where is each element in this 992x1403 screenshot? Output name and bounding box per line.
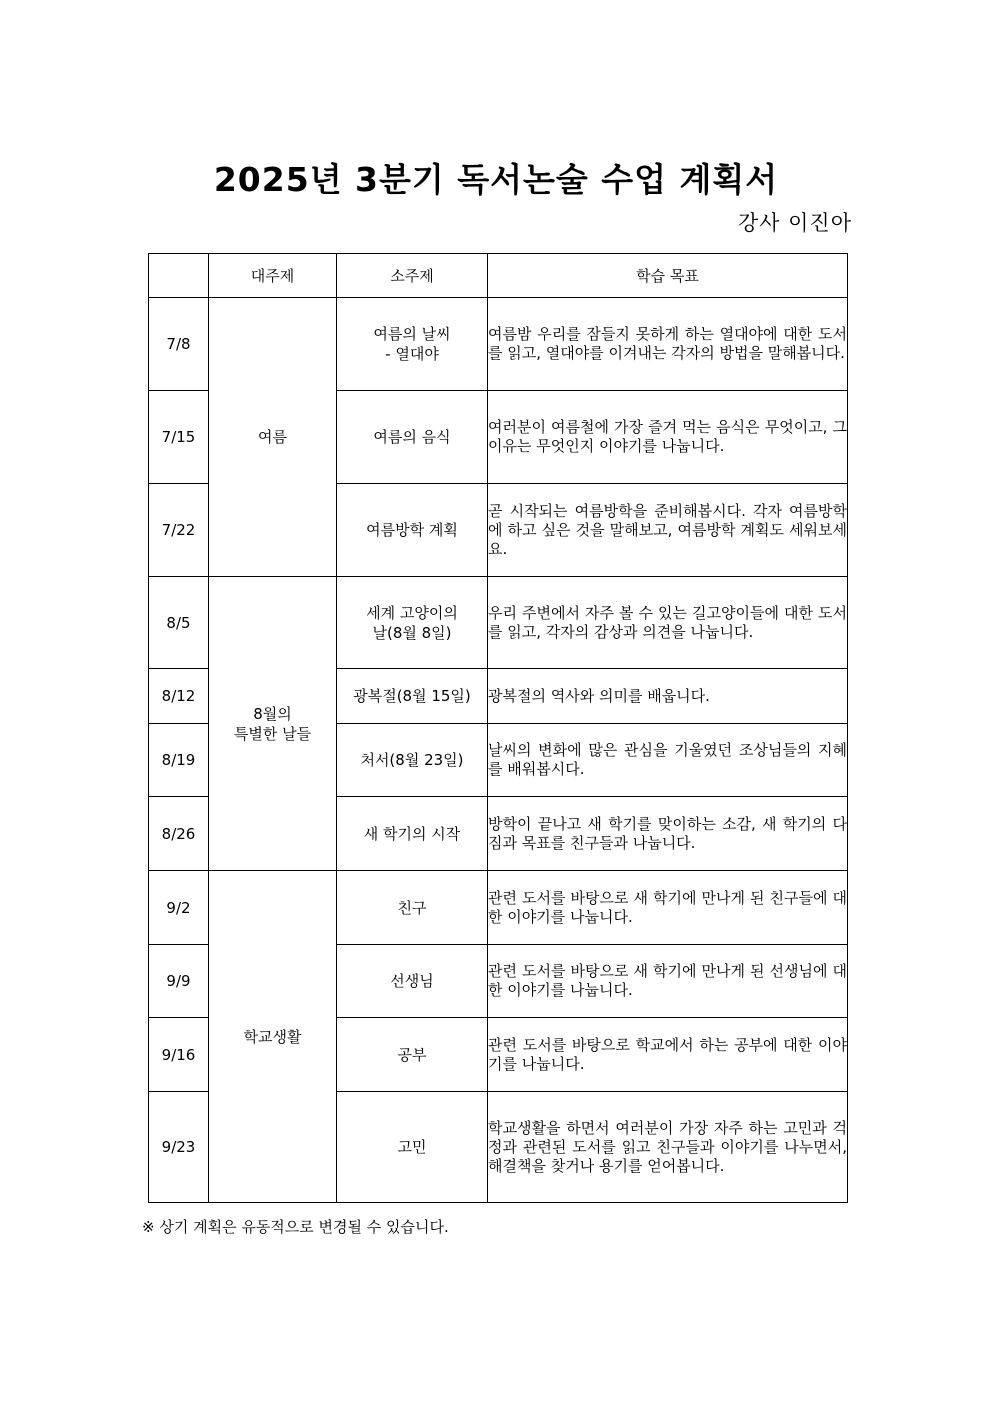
learning-goal: 방학이 끝나고 새 학기를 맞이하는 소감, 새 학기의 다짐과 목표를 친구들과 나눕니다. xyxy=(488,797,848,871)
minor-topic-cell xyxy=(337,391,488,484)
row-date: 9/2 xyxy=(149,871,209,945)
header-minor-topic: 소주제 xyxy=(337,254,488,298)
minor-topic-label: 고민 xyxy=(397,1138,427,1156)
minor-topic-cell xyxy=(337,1018,488,1092)
minor-topic-cell xyxy=(337,724,488,797)
learning-goal: 날씨의 변화에 많은 관심을 기울였던 조상님들의 지혜를 배워봅시다. xyxy=(488,724,848,797)
row-date: 9/9 xyxy=(149,945,209,1018)
minor-topic-label: 여름의 음식 xyxy=(373,428,451,446)
row-date: 8/5 xyxy=(149,577,209,669)
minor-topic-label: 광복절(8월 15일) xyxy=(353,687,471,705)
learning-goal: 곧 시작되는 여름방학을 준비해봅시다. 각자 여름방학에 하고 싶은 것을 말해보고, 여름방학 계획도 세워보세요. xyxy=(488,484,848,577)
minor-topic-label: 새 학기의 시작 xyxy=(363,824,461,843)
row-date: 8/26 xyxy=(149,797,209,871)
learning-goal: 관련 도서를 바탕으로 새 학기에 만나게 된 선생님에 대한 이야기를 나눕니다. xyxy=(488,945,848,1018)
minor-topic-cell xyxy=(337,797,488,871)
minor-topic-cell xyxy=(337,669,488,724)
minor-topic-label: 선생님 xyxy=(390,972,434,990)
major-topic-cell xyxy=(209,871,337,1203)
learning-goal: 여러분이 여름철에 가장 즐겨 먹는 음식은 무엇이고, 그 이유는 무엇인지 이야기를 나눕니다. xyxy=(488,391,848,484)
minor-topic-label: 세계 고양이의 날(8월 8일) xyxy=(366,603,458,642)
minor-topic-label: 공부 xyxy=(397,1045,427,1064)
table-row xyxy=(149,577,848,669)
learning-goal: 관련 도서를 바탕으로 학교에서 하는 공부에 대한 이야기를 나눕니다. xyxy=(488,1018,848,1092)
row-date: 8/19 xyxy=(149,724,209,797)
row-date: 9/16 xyxy=(149,1018,209,1092)
minor-topic-cell xyxy=(337,577,488,669)
instructor-name: 강사 이진아 xyxy=(737,211,852,235)
document-title: 2025년 3분기 독서논술 수업 계획서 xyxy=(213,160,779,199)
learning-goal: 학교생활을 하면서 여러분이 가장 자주 하는 고민과 걱정과 관련된 도서를 읽고 친구들과 이야기를 나누면서, 해결책을 찾거나 용기를 얻어봅니다. xyxy=(488,1092,848,1203)
header-major-topic: 대주제 xyxy=(209,254,337,298)
minor-topic-label: 친구 xyxy=(397,898,427,917)
table-row xyxy=(149,871,848,945)
minor-topic-label: 여름방학 계획 xyxy=(366,521,458,539)
major-topic-label: 학교생활 xyxy=(243,1027,302,1046)
row-date: 7/8 xyxy=(149,298,209,391)
minor-topic-label: 처서(8월 23일) xyxy=(360,751,464,769)
header-learning-goal: 학습 목표 xyxy=(488,254,848,298)
header-date xyxy=(149,254,209,298)
learning-goal: 관련 도서를 바탕으로 새 학기에 만나게 된 친구들에 대한 이야기를 나눕니다. xyxy=(488,871,848,945)
major-topic-label: 8월의 특별한 날들 xyxy=(233,704,312,743)
row-date: 7/15 xyxy=(149,391,209,484)
footnote: ※ 상기 계획은 유동적으로 변경될 수 있습니다. xyxy=(142,1218,449,1236)
row-date: 9/23 xyxy=(149,1092,209,1203)
lesson-plan-table xyxy=(148,253,848,1203)
major-topic-label: 여름 xyxy=(258,428,287,446)
learning-goal: 우리 주변에서 자주 볼 수 있는 길고양이들에 대한 도서를 읽고, 각자의 감상과 의견을 나눕니다. xyxy=(488,577,848,669)
minor-topic-cell xyxy=(337,871,488,945)
row-date: 8/12 xyxy=(149,669,209,724)
row-date: 7/22 xyxy=(149,484,209,577)
major-topic-cell xyxy=(209,577,337,871)
minor-topic-cell xyxy=(337,1092,488,1203)
minor-topic-cell xyxy=(337,484,488,577)
table-header-row xyxy=(149,254,848,298)
learning-goal: 여름밤 우리를 잠들지 못하게 하는 열대야에 대한 도서를 읽고, 열대야를 이겨내는 각자의 방법을 말해봅니다. xyxy=(488,298,848,391)
major-topic-cell xyxy=(209,298,337,577)
minor-topic-label: 여름의 날씨 - 열대야 xyxy=(373,325,451,363)
table-row xyxy=(149,298,848,391)
learning-goal: 광복절의 역사와 의미를 배웁니다. xyxy=(488,669,848,724)
minor-topic-cell xyxy=(337,945,488,1018)
minor-topic-cell xyxy=(337,298,488,391)
